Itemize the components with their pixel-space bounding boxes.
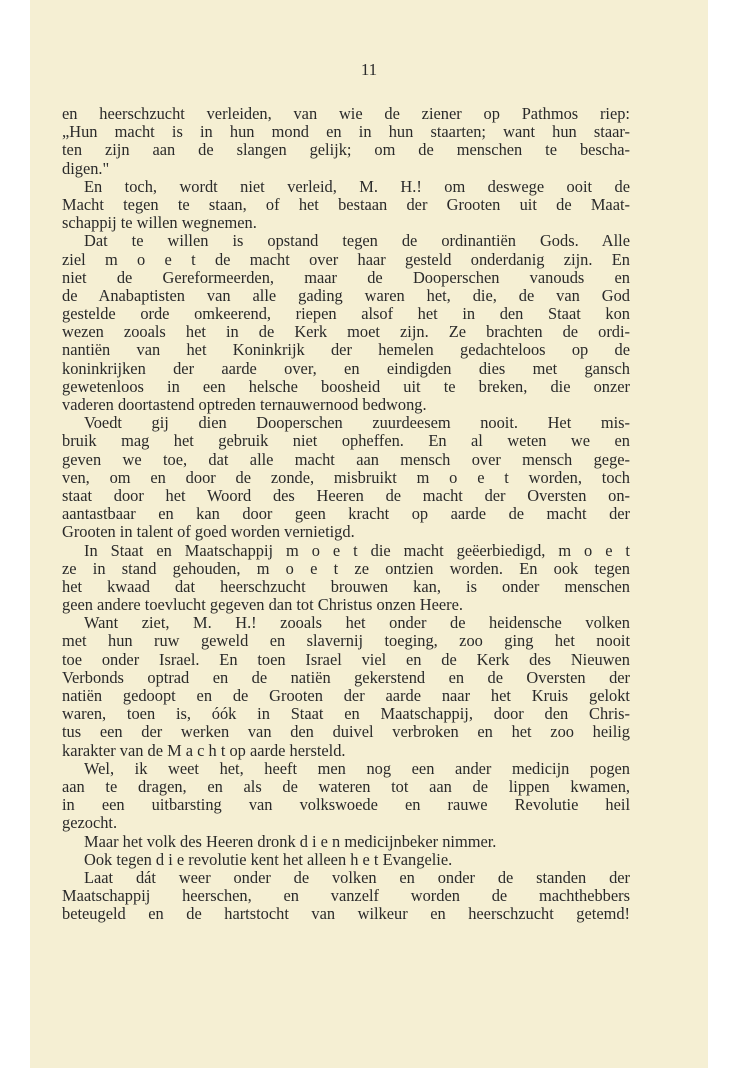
text-line: nantiën van het Koninkrijk der hemelen gedachteloos op de (62, 341, 630, 360)
text-line: het kwaad dat heerschzucht brouwen kan, is onder menschen (62, 577, 630, 596)
text-line: en heerschzucht verleiden, van wie de ziener op Pathmos riep: (62, 105, 630, 123)
text-line: geven we toe, dat alle macht aan mensch over mensch gege- (62, 450, 630, 469)
text-line: En toch, wordt niet verleid, M. H.! om deswege ooit de (84, 177, 630, 196)
book-page (30, 0, 708, 1068)
text-line: waren, toen is, óók in Staat en Maatschappij, door den Chris- (62, 705, 630, 724)
text-line: aantastbaar en kan door geen kracht op aarde de macht der (62, 505, 630, 524)
text-line: Laat dát weer onder de volken en onder de standen der (84, 868, 630, 887)
text-line: Wel, ik weet het, heeft men nog een ander medicijn pogen (84, 759, 630, 778)
text-line: Maar het volk des Heeren dronk d i e n medicijnbeker nimmer. (84, 832, 497, 851)
text-line: karakter van de M a c h t op aarde hersteld. (62, 741, 346, 760)
body-text (62, 105, 630, 923)
text-line: Grooten in talent of goed worden vernietigd. (62, 523, 355, 542)
text-line: Want ziet, M. H.! zooals het onder de heidensche volken (84, 614, 630, 633)
text-line: ziel m o e t de macht over haar gesteld onderdanig zijn. En (62, 250, 630, 269)
page-number: 11 (360, 60, 378, 79)
text-line: In Staat en Maatschappij m o e t die macht geëerbiedigd, m o e t (84, 541, 630, 560)
text-line: niet de Gereformeerden, maar de Dooperschen vanouds en (62, 268, 630, 287)
text-line: Maatschappij heerschen, en vanzelf worden de machthebbers (62, 887, 630, 906)
text-line: met hun ruw geweld en slavernij toeging, zoo ging het nooit (62, 632, 630, 651)
text-line: Voedt gij dien Dooperschen zuurdeesem nooit. Het mis- (84, 414, 630, 433)
text-line: gestelde orde omkeerend, riepen alsof het in den Staat kon (62, 305, 630, 324)
text-line: schappij te willen wegnemen. (62, 214, 257, 233)
text-line: ven, om en door de zonde, misbruikt m o e t worden, toch (62, 468, 630, 487)
text-line: bruik mag het gebruik niet opheffen. En al weten we en (62, 432, 630, 451)
text-line: tus een der werken van den duivel verbroken en het zoo heilig (62, 723, 630, 742)
text-line: staat door het Woord des Heeren de macht der Oversten on- (62, 486, 630, 505)
text-line: gewetenloos in een helsche boosheid uit te breken, die onzer (62, 377, 630, 396)
text-line: ze in stand gehouden, m o e t ze ontzien worden. En ook tegen (62, 559, 630, 578)
text-line: wezen zooals het in de Kerk moet zijn. Ze brachten de ordi- (62, 323, 630, 342)
text-line: vaderen doortastend optreden ternauwernood bedwong. (62, 396, 427, 414)
text-line: aan te dragen, en als de wateren tot aan de lippen kwamen, (62, 777, 630, 796)
text-line: Macht tegen te staan, of het bestaan der Grooten uit de Maat- (62, 195, 630, 214)
text-line: gezocht. (62, 814, 118, 833)
text-line: natiën gedoopt en de Grooten der aarde naar het Kruis gelokt (62, 687, 630, 705)
text-line: koninkrijken der aarde over, en eindigden dies met gansch (62, 359, 630, 378)
text-line: „Hun macht is in hun mond en in hun staarten; want hun staar- (62, 123, 630, 142)
text-line: de Anabaptisten van alle gading waren het, die, de van God (62, 286, 630, 305)
text-line: Verbonds optrad en de natiën gekerstend en de Oversten der (62, 668, 630, 687)
text-line: beteugeld en de hartstocht van wilkeur en heerschzucht getemd! (62, 905, 630, 924)
text-line: in een uitbarsting van volkswoede en rauwe Revolutie heil (62, 796, 630, 815)
text-line: geen andere toevlucht gegeven dan tot Christus onzen Heere. (62, 596, 463, 615)
text-line: Ook tegen d i e revolutie kent het alleen h e t Evangelie. (84, 850, 453, 869)
text-line: toe onder Israel. En toen Israel viel en de Kerk des Nieuwen (62, 650, 630, 669)
text-line: digen." (62, 159, 110, 178)
text-line: Dat te willen is opstand tegen de ordinantiën Gods. Alle (84, 232, 630, 251)
text-line: ten zijn aan de slangen gelijk; om de menschen te bescha- (62, 141, 630, 160)
